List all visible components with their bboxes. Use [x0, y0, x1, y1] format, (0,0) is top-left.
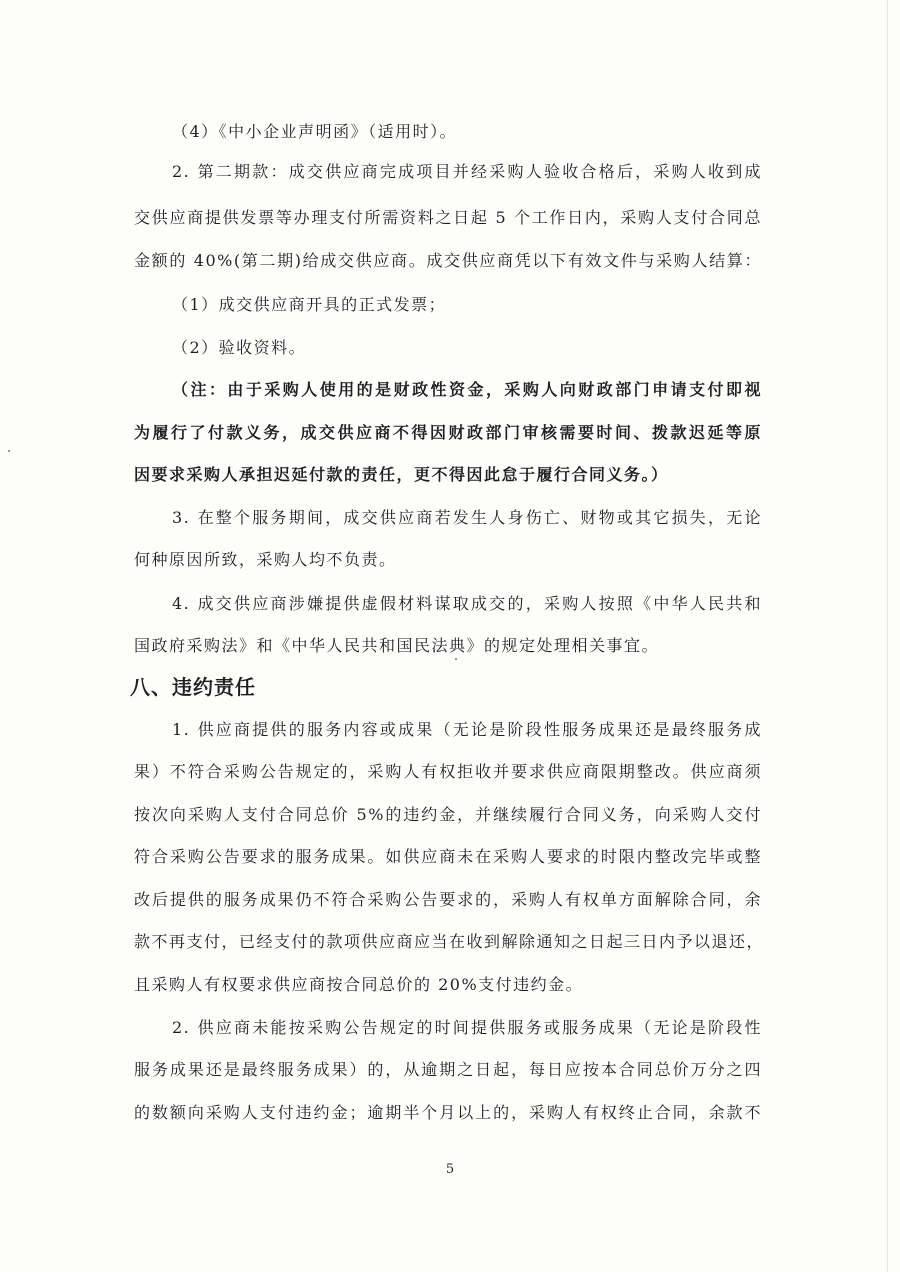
text-line: 按次向采购人支付合同总价 5%的违约金，并继续履行合同义务，向采购人交付	[134, 805, 762, 824]
text-line: 3. 在整个服务期间，成交供应商若发生人身伤亡、财物或其它损失，无论	[172, 508, 762, 527]
text-line: 改后提供的服务成果仍不符合采购公告要求的，采购人有权单方面解除合同，余	[134, 890, 762, 909]
note-line: （注：由于采购人使用的是财政性资金，采购人向财政部门申请支付即视	[172, 380, 762, 399]
note-line: 因要求采购人承担迟延付款的责任，更不得因此怠于履行合同义务。）	[134, 465, 669, 484]
text-line: 何种原因所致，采购人均不负责。	[134, 550, 397, 569]
text-line: （2）验收资料。	[172, 338, 307, 357]
text-line: 款不再支付，已经支付的款项供应商应当在收到解除通知之日起三日内予以退还，	[134, 932, 765, 951]
text-line: 国政府采购法》和《中华人民共和国民法典》的规定处理相关事宜。	[134, 636, 660, 655]
section-heading: 八、违约责任	[130, 675, 256, 699]
text-line: 4. 成交供应商涉嫌提供虚假材料谋取成交的，采购人按照《中华人民共和	[172, 594, 762, 613]
text-line: （1）成交供应商开具的正式发票；	[172, 295, 447, 314]
text-line: 2. 供应商未能按采购公告规定的时间提供服务或服务成果（无论是阶段性	[172, 1018, 762, 1037]
text-line: 服务成果还是最终服务成果）的，从逾期之日起，每日应按本合同总价万分之四	[134, 1060, 762, 1079]
text-line: 1. 供应商提供的服务内容或成果（无论是阶段性服务成果还是最终服务成	[172, 720, 762, 739]
text-line: 果）不符合采购公告规定的，采购人有权拒收并要求供应商限期整改。供应商须	[134, 762, 762, 781]
text-line: 且采购人有权要求供应商按合同总价的 20%支付违约金。	[134, 975, 584, 994]
scan-speck	[8, 450, 10, 452]
text-line: 符合采购公告要求的服务成果。如供应商未在采购人要求的时限内整改完毕或整	[134, 847, 762, 866]
text-line: （4）《中小企业声明函》（适用时）。	[172, 122, 458, 141]
scan-speck	[455, 658, 457, 660]
page-number: 5	[445, 1162, 455, 1177]
text-line: 的数额向采购人支付违约金；逾期半个月以上的，采购人有权终止合同，余款不	[134, 1103, 762, 1122]
note-line: 为履行了付款义务，成交供应商不得因财政部门审核需要时间、拨款迟延等原	[134, 423, 762, 442]
text-line: 2. 第二期款：成交供应商完成项目并经采购人验收合格后，采购人收到成	[172, 162, 762, 181]
text-line: 金额的 40%(第二期)给成交供应商。成交供应商凭以下有效文件与采购人结算：	[134, 251, 762, 270]
text-line: 交供应商提供发票等办理支付所需资料之日起 5 个工作日内，采购人支付合同总	[134, 208, 762, 227]
scan-edge	[887, 0, 888, 1272]
